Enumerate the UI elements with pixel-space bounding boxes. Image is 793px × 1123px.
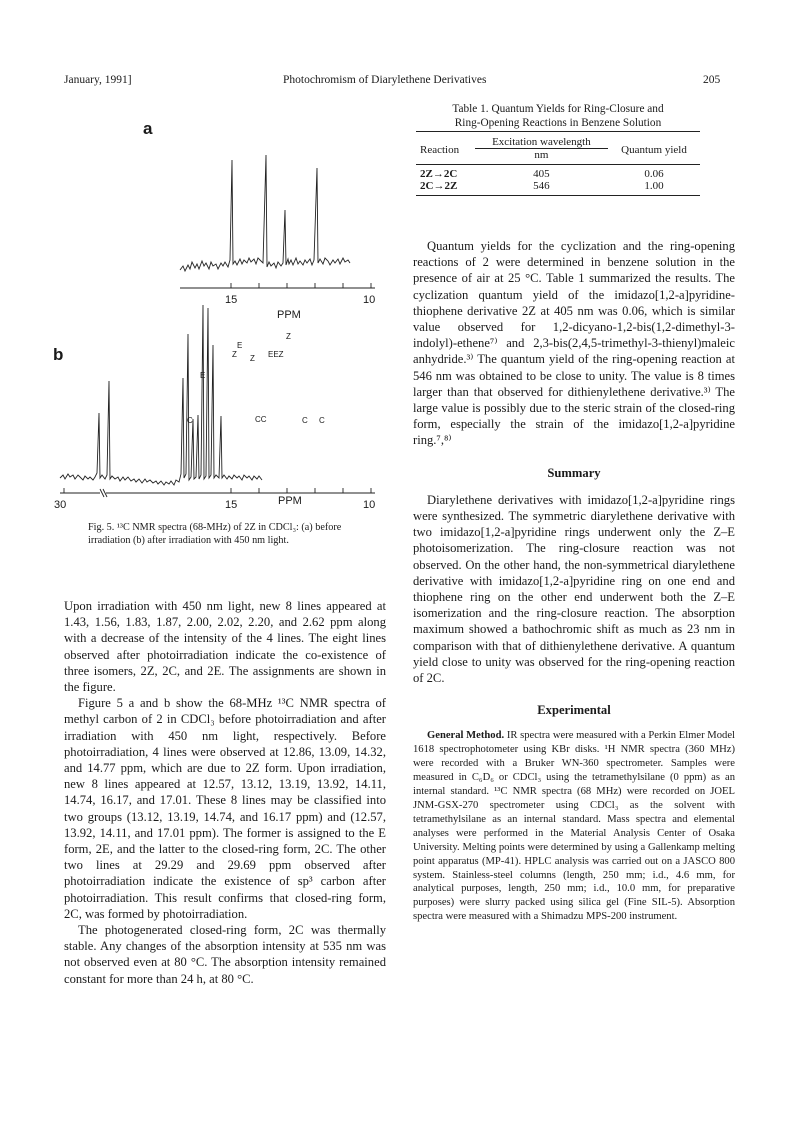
page-number: 205: [703, 74, 721, 86]
experimental-heading: Experimental: [537, 703, 611, 718]
spectrum-a-trace: [180, 155, 350, 271]
panel-b-label: b: [53, 345, 64, 364]
general-method-title: General Method.: [427, 730, 505, 742]
peak-label: Z: [250, 354, 255, 363]
axis-a-label: PPM: [277, 309, 301, 321]
axis-a-tick-15: 15: [225, 294, 238, 306]
table-cell-reaction: 2C→2Z: [420, 180, 458, 192]
quantum-yield-table: [416, 131, 700, 196]
general-method-text: IR spectra were measured with a Perkin Elmer Model 1618 spectrophotometer using KBr disks. ¹H NMR spectra (360 MHz) were recorded with a Bruker WN-360 spectrometer. Samples were measured in C₆D₆ or CDCl₃ using the tetramethylsilane (0 ppm) as an internal standard. ¹³C NMR spectra (68 MHz) were recorded on JOEL JNM-GSX-270 spectrometer using CDCl₃ as the solvent with tetramethylsilane as an internal standard. Mass spectra and elemental analyses were performed in the Material Analysis Center of Osaka University. Melting points were determined by using a Gallenkamp melting point apparatus (MP-41). HPLC analysis was carried out on a JASCO 800 system. Stainless-steel columns (length, 250 mm; i.d., 4.6 mm, for analytical purposes, length, 250 mm; i.d., 10.0 mm, for preparative purposes) were slurry packed using silica gel (Fine SIL-5). Absorption spectra were measured with a Shimadzu MPS-200 instrument.: [413, 730, 735, 923]
general-method-paragraph: [413, 729, 735, 924]
spectrum-b-trace: [60, 305, 262, 485]
table-cell-reaction: 2Z→2C: [420, 168, 458, 180]
figure-caption: Fig. 5. ¹³C NMR spectra (68-MHz) of 2Z in CDCl₃: (a) before irradiation (b) after irradiation with 450 nm light.: [88, 522, 342, 546]
peak-label: C: [302, 416, 308, 425]
table-cell-wavelength: 546: [533, 180, 550, 192]
peak-label: C: [187, 416, 193, 425]
right-column: [413, 238, 735, 924]
col-header-unit: nm: [534, 149, 549, 161]
axis-b-label: PPM: [278, 495, 302, 507]
summary-heading: Summary: [547, 465, 601, 480]
axis-b-tick-15: 15: [225, 499, 238, 511]
summary-paragraph: Diarylethene derivatives with imidazo[1,2-a]pyridine rings were synthesized. The symmetric diarylethene derivative with two imidazo[1,2-a]pyridine rings underwent only the Z–E photoisomerization. The ring-closure reaction was not observed. On the other hand, the non-symmetrical diarylethene derivative with imidazo[1,2-a]pyridine ring on one end and thiophene ring on the other end underwent both the Z–E isomerization and the ring-closure reaction. The absorption maximum showed a bathochromic shift as much as 23 nm in comparison with that of dithienylethene derivative. A quantum yield close to unity was observed for the ring-opening reaction of 2C.: [413, 492, 735, 686]
col-header-reaction: Reaction: [420, 144, 460, 156]
peak-label: E: [200, 371, 206, 380]
left-column: [64, 598, 386, 987]
peak-label: C: [319, 416, 325, 425]
col-header-quantum-yield: Quantum yield: [621, 144, 687, 156]
table-cell-qy: 0.06: [644, 168, 664, 180]
peak-label: Z: [286, 332, 291, 341]
table-title-line1: Table 1. Quantum Yields for Ring-Closure and: [452, 103, 664, 115]
table-title: [416, 102, 700, 130]
peak-label: EEZ: [268, 350, 284, 359]
col-header-excitation: Excitation wavelength: [475, 132, 608, 149]
peak-label: CC: [255, 415, 267, 424]
peak-label: E: [237, 341, 243, 350]
table-title-line2: Ring-Opening Reactions in Benzene Solution: [454, 117, 662, 129]
axis-a-tick-10: 10: [363, 294, 376, 306]
axis-b-tick-30: 30: [54, 499, 67, 511]
paragraph: Figure 5 a and b show the 68-MHz ¹³C NMR spectra of methyl carbon of 2 in CDCl₃ before photoirradiation and after irradiation with 450 nm light, respectively. Before photoirradiation, 4 lines were observed at 12.86, 13.09, 14.32, and 14.77 ppm, which are due to 2Z form. Upon irradiation, new 8 lines appeared at 12.57, 13.12, 13.19, 13.92, 14.11, 14.74, 16.17, and 17.01. These 8 lines may be classified into two groups (13.12, 13.19, 14.74, and 16.17 ppm) and (12.57, 13.92, 14.11, and 17.01 ppm). The former is assigned to the E form, 2E, and the latter to the closed-ring form, 2C. The other two lines at 29.29 and 29.69 ppm observed after photoirradiation indicate the existence of sp³ carbon after photoirradiation. This result confirms that closed-ring form, 2C, was formed by photoirradiation.: [64, 696, 386, 921]
peak-label: Z: [232, 350, 237, 359]
nmr-spectra-figure: [40, 108, 390, 513]
running-header-title: Photochromism of Diarylethene Derivatives: [283, 74, 487, 86]
paragraph: Quantum yields for the cyclization and the ring-opening reactions of 2 were determined in benzene solution in the presence of air at 25 °C. Table 1 summarized the results. The cyclization quantum yield of the imidazo[1,2-a]pyridine-thiophene derivative 2Z at 405 nm was 0.06, which is similar value observed for 1,2-dicyano-1,2-bis(1,2-dimethyl-3-indolyl)-ethene⁷⁾ and 2,3-bis(2,4,5-trimethyl-3-thienyl)maleic anhydride.³⁾ The quantum yield of the ring-opening reaction at 546 nm was obtained to be close to unity. The value is 8 times larger than that observed for dithienylethene derivative.³⁾ The large value is possibly due to the steric strain of the closed-ring form, especially the strain of the imidazo[1,2-a]pyridine ring.⁷,⁸⁾: [413, 239, 735, 448]
table-cell-wavelength: 405: [533, 168, 550, 180]
paragraph: Upon irradiation with 450 nm light, new 8 lines appeared at 1.43, 1.56, 1.83, 1.87, 2.00, 2.02, 2.20, and 2.62 ppm along with a decrease of the intensity of the 4 lines. The eight lines observed after photoirradiation indicate the co-existence of three isomers, 2Z, 2C, and 2E. The assignments are shown in the figure.: [64, 599, 386, 695]
paragraph: The photogenerated closed-ring form, 2C was thermally stable. Any changes of the absorption intensity at 535 nm was not observed even at 80 °C. The absorption intensity remained constant for more than 24 h, at 80 °C.: [64, 923, 386, 986]
panel-a-label: a: [143, 119, 153, 138]
running-header-left: January, 1991]: [64, 74, 132, 86]
axis-b-tick-10: 10: [363, 499, 376, 511]
table-cell-qy: 1.00: [644, 180, 664, 192]
